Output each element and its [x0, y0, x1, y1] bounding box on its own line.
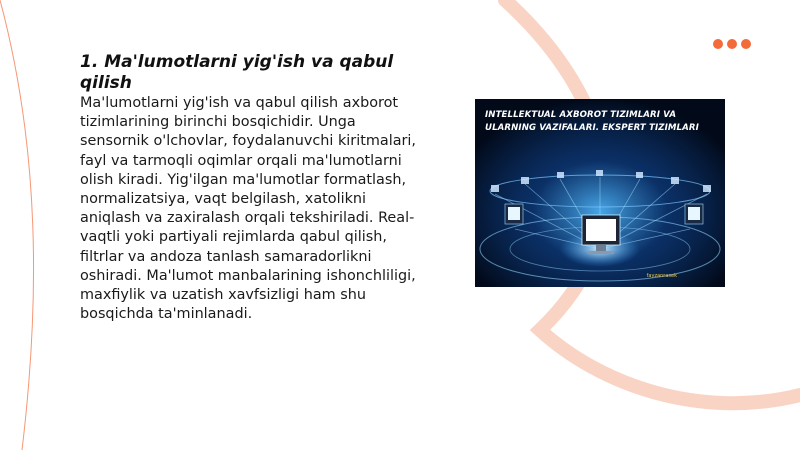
dot — [713, 39, 723, 49]
figure-caption: INTELLEKTUAL AXBOROT TIZIMLARI VA ULARNING VAZIFALARI. EKSPERT TIZIMLARI — [485, 110, 699, 133]
left-edge-curve — [0, 0, 34, 450]
dot — [741, 39, 751, 49]
network-illustration — [475, 99, 725, 287]
slide-body-text: Ma'lumotlarni yig'ish va qabul qilish axborot tizimlarining birinchi bosqichidir. Unga sensornik o'lchovlar, foydalanuvchi kiritmalari, fayl va tarmoqli oqimlar orqali ma'lumotlarni olish kiradi. Yig'ilgan ma'lumotlar formatlash, normalizatsiya, vaqt belgilash, xatolikni aniqlash va zaxiralash orqali tekshiriladi. Real-vaqtli yoki partiyali rejimlarda qabul qilish, filtrlar va andoza tanlash samaradorlikni oshiradi. Ma'lumot manbalarining ishonchliligi, maxfiylik va uzatish xavfsizligi ham shu bosqichda ta'minlanadi. — [80, 95, 417, 323]
right-computer — [685, 204, 703, 224]
menu-dots-icon — [713, 39, 751, 49]
slide-title: 1. Ma'lumotlarni yig'ish va qabul qilish — [80, 52, 394, 93]
dot — [727, 39, 737, 49]
left-computer — [505, 204, 523, 224]
figure-watermark: fayzanrasek — [646, 273, 677, 279]
